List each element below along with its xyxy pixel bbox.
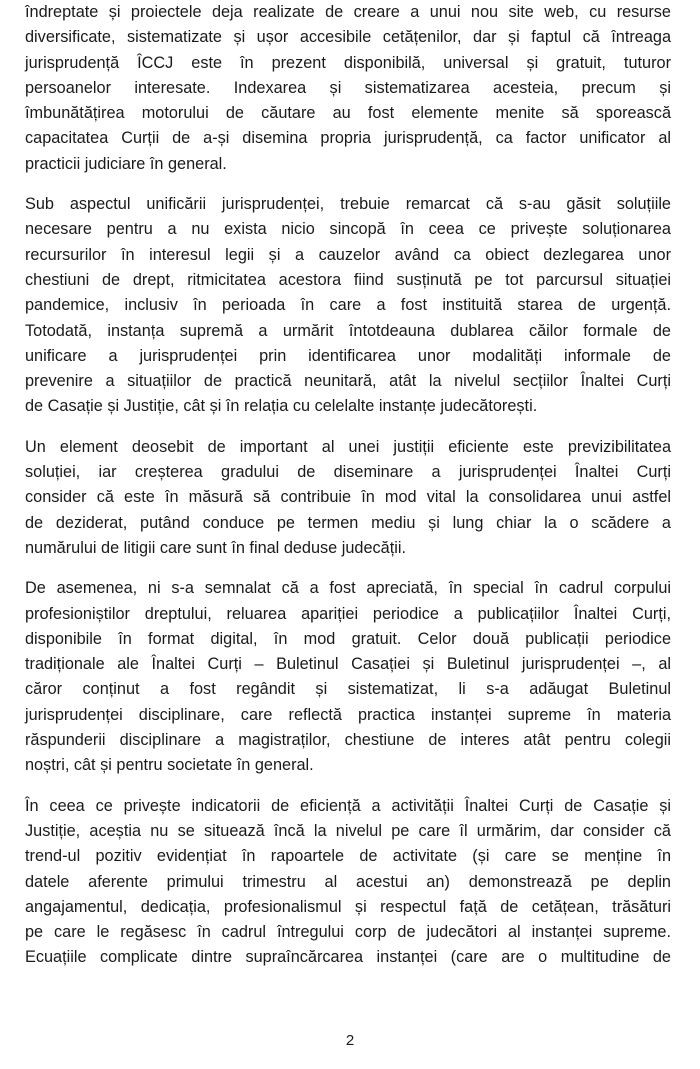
text-line: căror conținut a fost regândit și sistematizat, li s-a adăugat Buletinul: [25, 680, 671, 699]
text-line: de Casație și Justiție, cât și în relația cu celelalte instanțe judecătorești.: [25, 397, 538, 416]
text-line: consider că este în măsură să contribuie în mod vital la consolidarea unui astfel: [25, 488, 671, 507]
text-line: numărului de litigii care sunt în final deduse judecății.: [25, 538, 407, 557]
text-line: pandemice, inclusiv în perioada în care a fost instituită starea de urgență.: [25, 296, 671, 315]
text-line: de deziderat, putând conduce pe termen mediu și lung chiar la o scădere a: [25, 513, 671, 532]
text-line: capacitatea Curții de a-și disemina propria jurisprudență, ca factor unificator al: [25, 129, 671, 148]
text-line: prevenire a situațiilor de practică neunitară, atât la nivelul secțiilor Înaltei Curți: [25, 372, 671, 391]
text-line: datele aferente primului trimestru al acestui an) demonstrează pe deplin: [25, 872, 671, 891]
text-line: Sub aspectul unificării jurisprudenței, trebuie remarcat că s-au găsit soluțiile: [25, 195, 671, 214]
paragraph: [25, 794, 671, 971]
text-line: Un element deosebit de important al unei justiții eficiente este previzibilitatea: [25, 437, 671, 456]
paragraph: [25, 0, 671, 177]
text-line: pe care le regăsesc în cadrul întregului corp de judecători al instanței supreme.: [25, 923, 671, 942]
text-line: tradiționale ale Înaltei Curți – Buletinul Casației și Buletinul jurisprudenței –, al: [25, 655, 671, 674]
text-line: necesare pentru a nu exista nicio sincopă în ceea ce privește soluționarea: [25, 220, 671, 239]
text-line: Totodată, instanța supremă a urmărit întotdeauna dublarea căilor formale de: [25, 321, 671, 340]
text-line: Justiție, aceștia nu se situează încă la nivelul pe care îl urmărim, dar consider că: [25, 821, 671, 840]
paragraph: [25, 435, 671, 561]
document-body: [25, 0, 671, 986]
text-line: diversificate, sistematizate și ușor accesibile cetățenilor, dar și faptul că întreaga: [25, 28, 671, 47]
text-line: răspunderii disciplinare a magistraților, chestiune de interes atât pentru colegii: [25, 731, 671, 750]
text-line: disponibile în format digital, în mod gratuit. Celor două publicații periodice: [25, 629, 671, 648]
text-line: practicii judiciare în general.: [25, 154, 227, 173]
paragraph: [25, 576, 671, 778]
text-line: îmbunătățirea motorului de căutare au fost elemente menite să sporească: [25, 104, 671, 123]
text-line: îndreptate și proiectele deja realizate de creare a unui nou site web, cu resurse: [25, 3, 671, 21]
text-line: recursurilor în interesul legii și a cauzelor având ca obiect dezlegarea unor: [25, 245, 671, 264]
text-line: persoanelor interesate. Indexarea și sistematizarea acesteia, precum și: [25, 78, 671, 97]
text-line: Ecuațiile complicate dintre supraîncărcarea instanței (care are o multitudine de: [25, 948, 671, 967]
page-number: 2: [345, 1032, 355, 1049]
text-line: În ceea ce privește indicatorii de eficiență a activității Înaltei Curți de Casație și: [25, 796, 671, 815]
text-line: De asemenea, ni s-a semnalat că a fost apreciată, în special în cadrul corpului: [25, 579, 671, 598]
text-line: unificare a jurisprudenței prin identificarea unor modalități informale de: [25, 346, 671, 365]
text-line: noștri, cât și pentru societate în general.: [25, 756, 314, 775]
text-line: trend-ul pozitiv evidențiat în rapoartele de activitate (și care se menține în: [25, 847, 671, 866]
text-line: chestiuni de drept, ritmicitatea acestora fiind susținută pe tot parcursul situației: [25, 270, 671, 289]
text-line: profesioniștilor dreptului, reluarea apariției periodice a publicațiilor Înaltei Curți,: [25, 604, 671, 623]
text-line: jurisprudență ÎCCJ este în prezent disponibilă, universal și gratuit, tuturor: [25, 53, 671, 72]
text-line: soluției, iar creșterea gradului de diseminare a jurisprudenței Înaltei Curți: [25, 463, 671, 482]
paragraph: [25, 192, 671, 420]
text-line: angajamentul, dedicația, profesionalismul și respectul față de cetățean, trăsături: [25, 897, 671, 916]
text-line: jurisprudenței disciplinare, care reflectă practica instanței supreme în materia: [25, 705, 671, 724]
